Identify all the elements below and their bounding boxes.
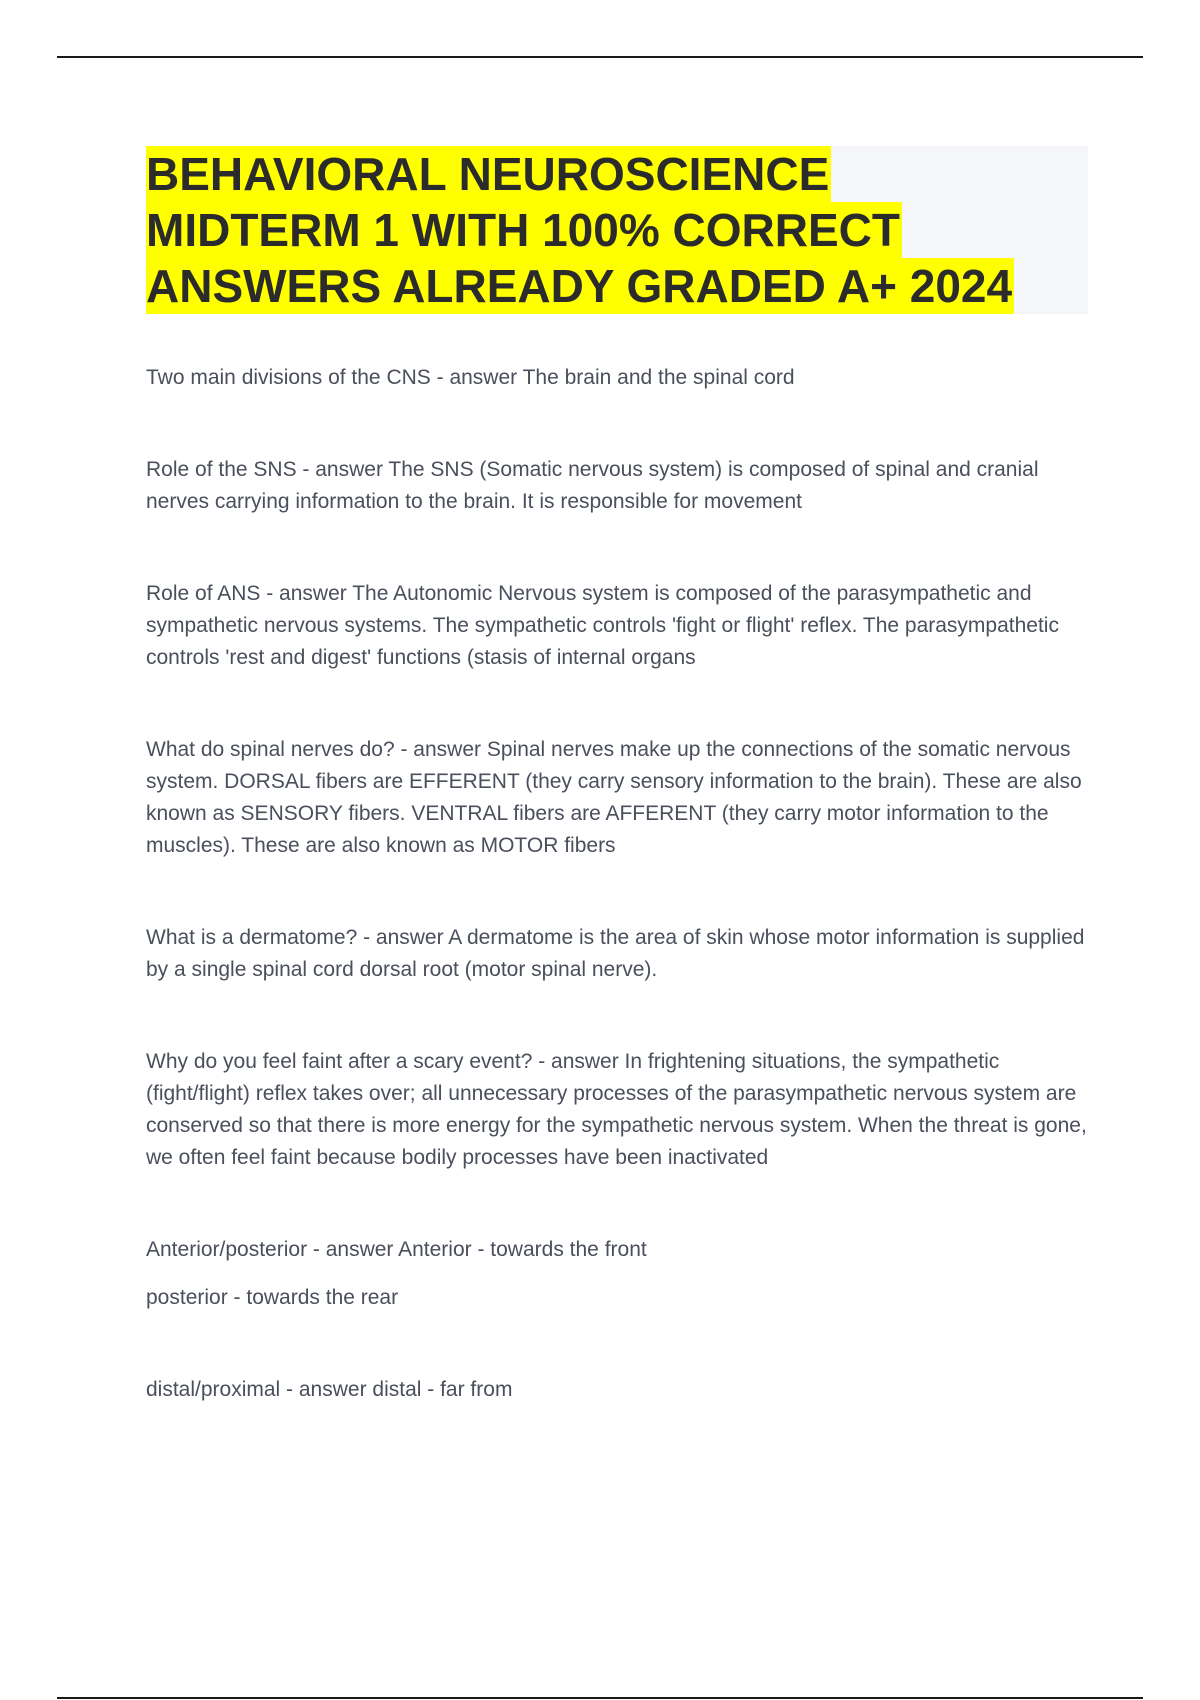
title-line-1: BEHAVIORAL NEUROSCIENCE — [146, 148, 830, 200]
qa-item-ans-role: Role of ANS - answer The Autonomic Nervous system is composed of the parasympathetic and sympathetic nervous systems. The sympathetic controls 'fight or flight' reflex. The parasympathetic controls 'rest and digest' functions (stasis of internal organs — [146, 582, 1059, 669]
document-title — [146, 146, 1088, 314]
title-line-2: MIDTERM 1 WITH 100% CORRECT — [146, 204, 900, 256]
qa-item-distal-proximal: distal/proximal - answer distal - far from — [146, 1378, 513, 1401]
qa-item-cns-divisions: Two main divisions of the CNS - answer The brain and the spinal cord — [146, 366, 795, 389]
qa-item-anterior-posterior: Anterior/posterior - answer Anterior - towards the front — [146, 1238, 647, 1261]
qa-item-faint: Why do you feel faint after a scary event? - answer In frightening situations, the sympathetic (fight/flight) reflex takes over; all unnecessary processes of the parasympathetic nervous system are conserved so that there is more energy for the sympathetic nervous system. When the threat is gone, we often feel faint because bodily processes have been inactivated — [146, 1050, 1087, 1169]
title-block — [146, 146, 1088, 314]
qa-item-spinal-nerves: What do spinal nerves do? - answer Spinal nerves make up the connections of the somatic nervous system. DORSAL fibers are EFFERENT (they carry sensory information to the brain). These are also known as SENSORY fibers. VENTRAL fibers are AFFERENT (they carry motor information to the muscles). These are also known as MOTOR fibers — [146, 738, 1082, 857]
qa-item-sns-role: Role of the SNS - answer The SNS (Somatic nervous system) is composed of spinal and cranial nerves carrying information to the brain. It is responsible for movement — [146, 458, 1039, 513]
qa-item-dermatome: What is a dermatome? - answer A dermatome is the area of skin whose motor information is supplied by a single spinal cord dorsal root (motor spinal nerve). — [146, 926, 1085, 981]
qa-item-posterior: posterior - towards the rear — [146, 1286, 399, 1309]
document-body — [146, 362, 1096, 1406]
top-rule — [57, 56, 1143, 58]
title-line-3: ANSWERS ALREADY GRADED A+ 2024 — [146, 260, 1013, 312]
bottom-rule — [57, 1697, 1143, 1699]
